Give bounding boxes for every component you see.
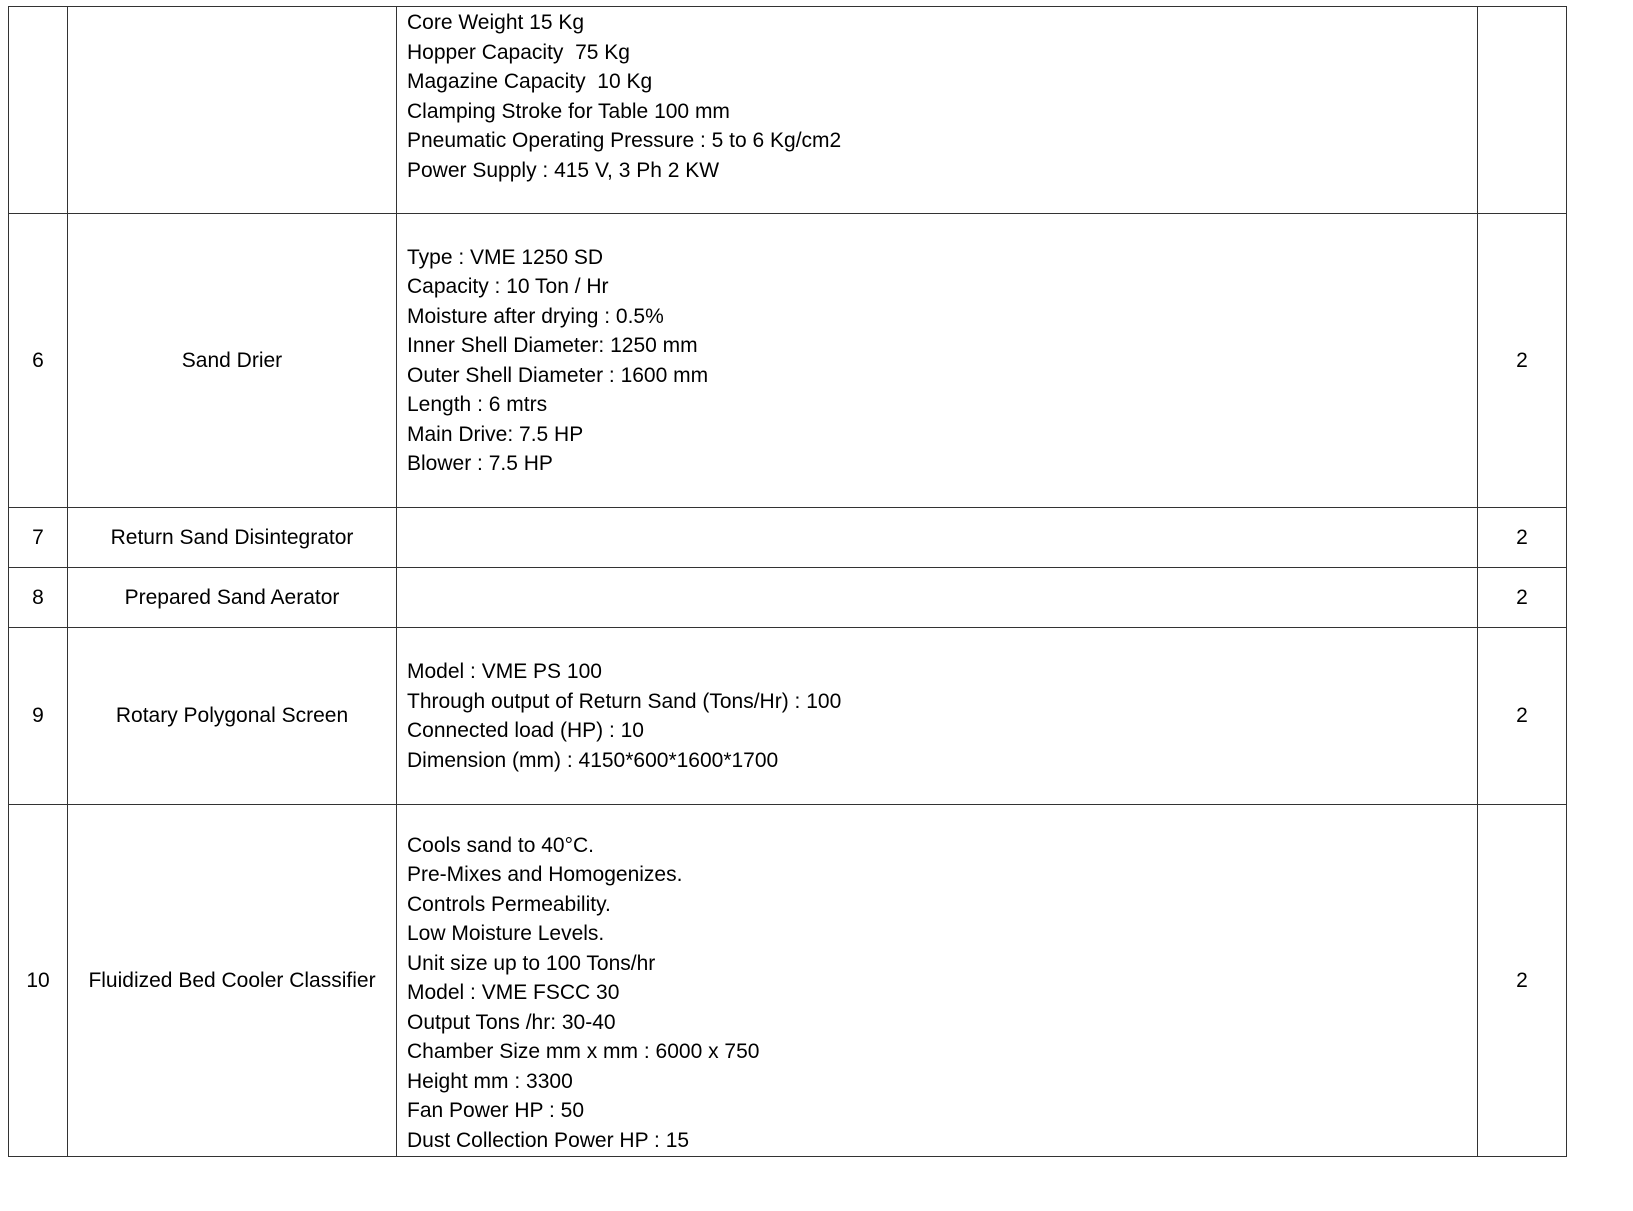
specification-cell [397,568,1478,628]
equipment-name-cell: Return Sand Disintegrator [68,508,397,568]
spec-line: Power Supply : 415 V, 3 Ph 2 KW [407,158,720,182]
quantity-cell [1478,7,1567,214]
spec-line: Main Drive: 7.5 HP [407,422,584,446]
spec-line: Chamber Size mm x mm : 6000 x 750 [407,1040,760,1063]
spec-line: Moisture after drying : 0.5% [407,304,664,328]
serial-number-cell: 9 [9,628,68,805]
spec-line: Cools sand to 40°C. [407,833,595,857]
quantity-cell: 2 [1478,805,1567,1157]
specification-cell [397,628,1478,805]
quantity-cell: 2 [1478,508,1567,568]
spec-line: Inner Shell Diameter: 1250 mm [407,334,698,357]
table-row [9,805,1567,1157]
spec-line: Unit size up to 100 Tons/hr [407,951,656,975]
serial-number-cell: 7 [9,508,68,568]
equipment-name-cell: Prepared Sand Aerator [68,568,397,628]
table-row [9,7,1567,214]
spec-line: Model : VME PS 100 [407,660,602,683]
table-row [9,568,1567,628]
spec-line: Core Weight 15 Kg [407,11,585,34]
spec-line: Dimension (mm) : 4150*600*1600*1700 [407,748,779,772]
serial-number-cell [9,7,68,214]
spec-line: Output Tons /hr: 30-40 [407,1010,616,1034]
quantity-cell: 2 [1478,214,1567,508]
table-row [9,508,1567,568]
spec-lines [407,8,1477,185]
spec-lines [407,831,1477,1156]
quantity-cell: 2 [1478,568,1567,628]
spec-line: Clamping Stroke for Table 100 mm [407,99,730,123]
spec-lines [407,657,1477,775]
spec-line: Pneumatic Operating Pressure : 5 to 6 Kg/cm2 [407,129,842,152]
specification-cell [397,805,1478,1157]
spec-line: Height mm : 3300 [407,1069,573,1093]
spec-line: Outer Shell Diameter : 1600 mm [407,363,709,387]
spec-line: Capacity : 10 Ton / Hr [407,275,609,298]
spec-line: Length : 6 mtrs [407,393,548,416]
equipment-name-cell [68,7,397,214]
table-row [9,214,1567,508]
serial-number-cell: 8 [9,568,68,628]
specification-cell [397,214,1478,508]
spec-lines [407,243,1477,479]
spec-line: Fan Power HP : 50 [407,1099,585,1122]
equipment-spec-table [8,6,1567,1157]
serial-number-cell: 10 [9,805,68,1157]
equipment-table-body [9,7,1567,1157]
table-row [9,628,1567,805]
equipment-name-cell: Rotary Polygonal Screen [68,628,397,805]
quantity-cell: 2 [1478,628,1567,805]
equipment-name-cell: Fluidized Bed Cooler Classifier [68,805,397,1157]
spec-line: Low Moisture Levels. [407,922,605,945]
specification-cell [397,508,1478,568]
spec-line: Type : VME 1250 SD [407,245,604,269]
spec-line: Magazine Capacity 10 Kg [407,70,653,93]
spec-line: Hopper Capacity 75 Kg [407,40,630,64]
spec-line: Connected load (HP) : 10 [407,719,644,742]
specification-cell [397,7,1478,214]
spec-line: Through output of Return Sand (Tons/Hr) : 100 [407,689,842,713]
equipment-table-container [8,6,1567,1157]
serial-number-cell: 6 [9,214,68,508]
spec-line: Model : VME FSCC 30 [407,981,620,1004]
spec-line: Dust Collection Power HP : 15 [407,1128,690,1152]
spec-line: Controls Permeability. [407,892,611,916]
spec-line: Pre-Mixes and Homogenizes. [407,863,683,886]
equipment-name-cell: Sand Drier [68,214,397,508]
spec-line: Blower : 7.5 HP [407,452,553,475]
